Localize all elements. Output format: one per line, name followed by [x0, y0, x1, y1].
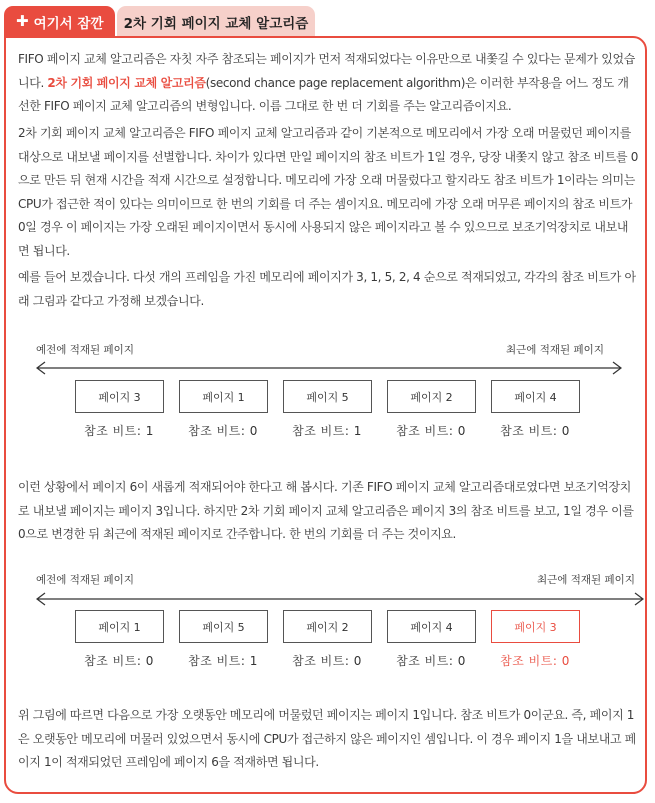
page-box: 페이지 2: [283, 610, 372, 643]
paragraph-explanation: 2차 기회 페이지 교체 알고리즘은 FIFO 페이지 교체 알고리즘과 같이 기본적으로 메모리에서 가장 오래 머물렀던 페이지를 대상으로 내보낼 페이지를 선별합니다. 차이가 있다면 만일 페이지의 참조 비트가 1일 경우, 당장 내쫓지 않고 참조 비트를 0으로 만든 뒤 현재 시간을 적재 시간으로 설정합니다. 메모리에 가장 오래 머물렀다고 할지라도 참조 비트가 1이라는 의미는 CPU가 접근한 적이 있다는 의미이므로 한 번의 기회를 더 주는 셈이지요. 메모리에 가장 오래 머무른 페이지의 참조 비트가 0일 경우 이 페이지는 가장 오래된 페이지이면서 동시에 사용되지 않은 페이지라고 볼 수 있으므로 보조기억장치로 내보내면 됩니다.: [18, 126, 639, 258]
paragraph-conclusion: 위 그림에 따르면 다음으로 가장 오랫동안 메모리에 머물렀던 페이지는 페이지 1입니다. 참조 비트가 0이군요. 즉, 페이지 1은 오랫동안 메모리에 머물러 있었으면서 동시에 CPU가 접근하지 않은 페이지인 셈입니다. 이 경우 페이지 1을 내보내고 페이지 1이 적재되었던 프레임에 페이지 6을 적재하면 됩니다.: [18, 708, 636, 769]
page-box: 페이지 2: [387, 380, 476, 413]
timeline-arrow: [0, 342, 655, 382]
page-box: 페이지 4: [387, 610, 476, 643]
timeline-arrow: [0, 572, 655, 612]
intro-text-c: (second chance page replacement algorithm)은 이러한 부작용을 어느 정도 개선한 FIFO 페이지 교체 알고리즘의 변형입니다. 이름 그대로 한 번 더 기회를 주는 알고리즘이지요.: [18, 75, 629, 113]
reference-bit: 참조 비트: 1: [188, 654, 258, 668]
diagram-before: [0, 342, 655, 452]
plus-icon: ✚: [16, 12, 29, 30]
reference-bit: 참조 비트: 0: [500, 424, 570, 438]
page-box: 페이지 1: [75, 610, 164, 643]
reference-bit-highlighted: 참조 비트: 0: [500, 654, 570, 668]
newer-pages-label: 최근에 적재된 페이지: [537, 574, 635, 586]
term-highlight: 2차 기회 페이지 교체 알고리즘: [47, 75, 206, 90]
newer-pages-label: 최근에 적재된 페이지: [506, 344, 604, 356]
tab-note-label: 여기서 잠깐: [33, 15, 104, 32]
paragraph-intro: [18, 48, 638, 119]
tab-note: [4, 6, 115, 37]
reference-bit: 참조 비트: 1: [292, 424, 362, 438]
paragraph-scenario: 이런 상황에서 페이지 6이 새롭게 적재되어야 한다고 해 봅시다. 기존 FIFO 페이지 교체 알고리즘대로였다면 보조기억장치로 내보낼 페이지는 페이지 3입니다. 하지만 2차 기회 페이지 교체 알고리즘은 페이지 3의 참조 비트를 보고, 1일 경우 이를 0으로 변경한 뒤 최근에 적재된 페이지로 간주합니다. 한 번의 기회를 더 주는 것이지요.: [18, 480, 634, 541]
reference-bit: 참조 비트: 0: [84, 654, 154, 668]
older-pages-label: 예전에 적재된 페이지: [36, 344, 134, 356]
paragraph-example: 예를 들어 보겠습니다. 다섯 개의 프레임을 가진 메모리에 페이지가 3, 1, 5, 2, 4 순으로 적재되었고, 각각의 참조 비트가 아래 그림과 같다고 가정해 보겠습니다.: [18, 270, 636, 308]
reference-bit: 참조 비트: 0: [396, 654, 466, 668]
reference-bit: 참조 비트: 0: [292, 654, 362, 668]
older-pages-label: 예전에 적재된 페이지: [36, 574, 134, 586]
page-box: 페이지 1: [179, 380, 268, 413]
page-box-highlighted: 페이지 3: [491, 610, 580, 643]
page-box: 페이지 5: [283, 380, 372, 413]
page-box: 페이지 5: [179, 610, 268, 643]
reference-bit: 참조 비트: 0: [396, 424, 466, 438]
callout-title: 2차 기회 페이지 교체 알고리즘: [117, 6, 315, 37]
reference-bit: 참조 비트: 1: [84, 424, 154, 438]
intro-text-a: FIFO 페이지 교체 알고리즘은 자칫 자주 참조되는 페이지가 먼저 적재되었다는 이유만으로 내쫓길 수 있다는 문제가 있었습니다.: [18, 52, 635, 90]
page-box: 페이지 3: [75, 380, 164, 413]
diagram-after: [0, 572, 655, 682]
reference-bit: 참조 비트: 0: [188, 424, 258, 438]
page-box: 페이지 4: [491, 380, 580, 413]
